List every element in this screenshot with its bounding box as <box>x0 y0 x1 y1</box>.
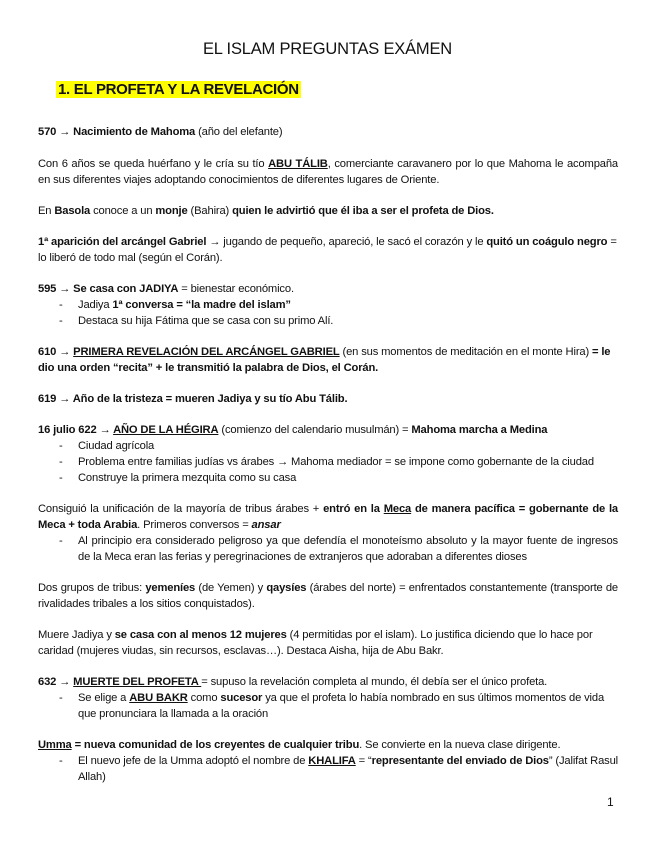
text: , comerciante caravanero por lo que Mahoma le acompaña en sus diferentes viajes adoptando conocimientos de diferentes lugares de Oriente. <box>38 158 618 186</box>
text-bold: = le dio una orden “recita” + le transmitió la palabra de Dios, el Corán. <box>38 346 611 374</box>
text: (árabes del norte) = enfrentados constantemente (transporte de rivalidades tribales a los sitios conquistados). <box>38 582 618 610</box>
bullet-list <box>38 533 618 565</box>
text-bold: representante del enviado de Dios <box>371 755 549 767</box>
paragraph-tribus <box>38 580 618 612</box>
text-bold: Basola <box>54 205 91 217</box>
document-title: EL ISLAM PREGUNTAS EXÁMEN <box>203 40 452 58</box>
text: conoce a un <box>90 205 156 217</box>
text-bold-underline: AÑO DE LA HÉGIRA <box>113 424 219 436</box>
paragraph-text <box>38 501 618 533</box>
list-item: - Ciudad agrícola <box>38 438 618 454</box>
text-bold-underline: PRIMERA REVELACIÓN DEL ARCÁNGEL GABRIEL <box>73 346 340 358</box>
text: ” (Jalifat Rasul Allah) <box>78 755 618 783</box>
paragraph-619: 619 → Año de la tristeza = mueren Jadiya y su tío Abu Tálib. <box>38 393 348 405</box>
paragraph-basola <box>38 203 618 219</box>
text-bold-underline: MUERTE DEL PROFETA <box>73 676 202 688</box>
text: Destaca su hija Fátima que se casa con su primo Alí. <box>78 315 334 327</box>
text: . Primeros conversos = <box>137 519 252 531</box>
list-item: - Problema entre familias judías vs árabes → Mahoma mediador = se impone como gobernante de la ciudad <box>38 454 618 470</box>
list-item <box>38 690 618 722</box>
text: Dos grupos de tribus: <box>38 582 146 594</box>
text-bold: quien le advirtió que él iba a ser el profeta de Dios. <box>232 205 494 217</box>
text-bold: 632 → <box>38 676 74 688</box>
text-bold: de manera pacífica = gobernante de la Meca + toda Arabia <box>38 503 618 531</box>
text: . Se convierte en la nueva clase dirigente. <box>359 739 561 751</box>
text-bold: qaysíes <box>266 582 307 594</box>
paragraph-622 <box>38 422 618 486</box>
text: → jugando de pequeño, apareció, le sacó el corazón y le <box>206 236 487 248</box>
text: (4 permitidas por el islam). Lo justifica diciendo que lo hace por caridad (mujeres viudas, sin recursos, esclavas…). Destaca Aisha, hija de Abu Bakr. <box>38 629 593 657</box>
text-bold: 1ª aparición del arcángel Gabriel <box>38 236 207 248</box>
text-bold-underline: ABU TÁLIB <box>268 158 328 170</box>
bullet-list <box>38 297 618 329</box>
paragraph-abu-talib <box>38 156 618 188</box>
paragraph-610 <box>38 344 618 376</box>
text-bold: 1ª conversa = “la madre del islam” <box>112 299 291 311</box>
text-bold: 570 → Nacimiento de Mahoma <box>38 126 196 138</box>
paragraph-muere <box>38 627 618 659</box>
text-bold: quitó un coágulo negro <box>486 236 608 248</box>
text-bold: 595 → Se casa con JADIYA <box>38 283 179 295</box>
paragraph-umma <box>38 737 618 785</box>
text-bold: = nueva comunidad de los creyentes de cualquier tribu <box>71 739 360 751</box>
paragraph-meca <box>38 501 618 565</box>
text: = lo liberó de todo mal (según el Corán). <box>38 236 617 264</box>
text: = “ <box>355 755 372 767</box>
text: Consiguió la unificación de la mayoría de tribus árabes + <box>38 503 324 515</box>
text: = supuso la revelación completa al mundo, él debía ser el único profeta. <box>201 676 548 688</box>
text-bold-underline: ABU BAKR <box>129 692 188 704</box>
bullet-list <box>38 690 618 722</box>
text: (Bahira) <box>187 205 233 217</box>
paragraph-632 <box>38 674 618 722</box>
list-item <box>38 753 618 785</box>
text: Con 6 años se queda huérfano y le cría su tío <box>38 158 269 170</box>
text-bold: sucesor <box>220 692 263 704</box>
text-bold: 16 julio 622 → <box>38 424 114 436</box>
bullet-list <box>38 438 618 486</box>
text-bold: monje <box>155 205 188 217</box>
page-number: 1 <box>607 795 614 809</box>
text-bold-underline: KHALIFA <box>308 755 356 767</box>
text: = bienestar económico. <box>178 283 294 295</box>
text: (año del elefante) <box>195 126 283 138</box>
text: En <box>38 205 55 217</box>
paragraph-gabriel <box>38 234 618 266</box>
text-bold: entró en la <box>323 503 384 515</box>
text: Muere Jadiya y <box>38 629 115 641</box>
text: (de Yemen) y <box>195 582 267 594</box>
text-bold: 610 → <box>38 346 74 358</box>
text-bold-italic: ansar <box>251 519 281 531</box>
paragraph-595 <box>38 281 618 329</box>
paragraph-570 <box>38 124 618 140</box>
list-item: - Construye la primera mezquita como su casa <box>38 470 618 486</box>
text: El nuevo jefe de la Umma adoptó el nombre de <box>78 755 309 767</box>
text: Jadiya <box>78 299 113 311</box>
text: como <box>187 692 221 704</box>
bullet-list <box>38 753 618 785</box>
text: Se elige a <box>78 692 130 704</box>
text-bold: yemeníes <box>145 582 196 594</box>
text-bold: Mahoma marcha a Medina <box>411 424 548 436</box>
section-heading: 1. EL PROFETA Y LA REVELACIÓN <box>58 81 299 98</box>
text: (comienzo del calendario musulmán) = <box>218 424 412 436</box>
text-bold-underline: Meca <box>383 503 412 515</box>
text-bold: se casa con al menos 12 mujeres <box>114 629 287 641</box>
text: ya que el profeta lo había nombrado en sus últimos momentos de vida que pronunciara la llamada a la oración <box>78 692 605 720</box>
list-item <box>38 297 618 313</box>
list-item: - Al principio era considerado peligroso ya que defendía el monoteísmo absoluto y la mayor fuente de ingresos de la Meca eran las ferias y peregrinaciones de extranjeros que adoraban a diferentes dioses <box>38 533 618 565</box>
text-bold-underline: Umma <box>38 739 72 751</box>
list-item <box>38 313 618 329</box>
text: (en sus momentos de meditación en el monte Hira) <box>339 346 592 358</box>
